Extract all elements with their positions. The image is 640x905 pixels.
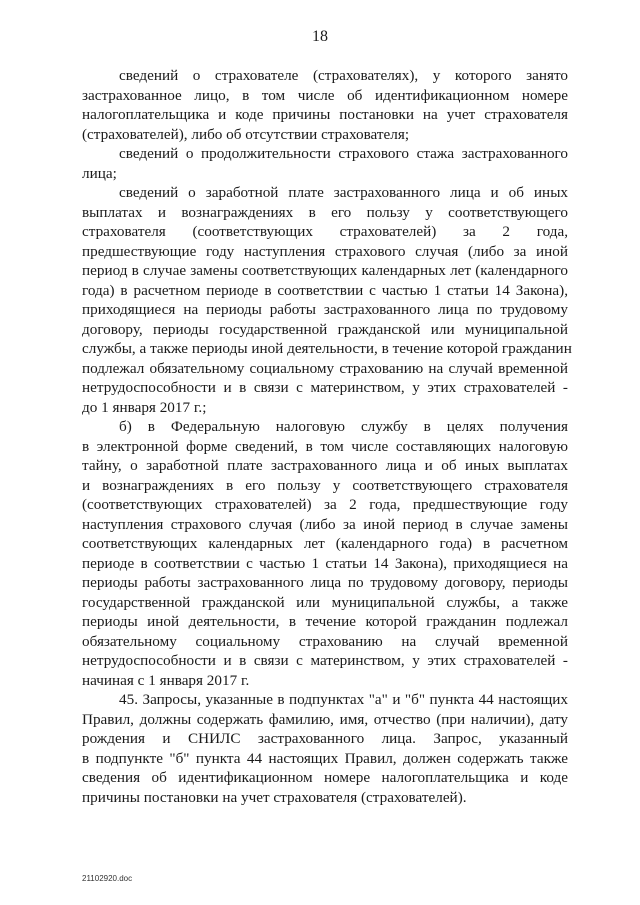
text-line: периоды иной деятельности, в течение которой гражданин подлежал: [82, 613, 568, 630]
text-line: соответствующих календарных лет (календарного года) в расчетном: [82, 535, 568, 552]
text-line: сведений о заработной плате застрахованного лица и об иных: [119, 184, 568, 201]
text-line: нетрудоспособности и в связи с материнством, у этих страхователей -: [82, 379, 568, 396]
text-line: договору, периоды государственной гражданской или муниципальной: [82, 320, 568, 338]
text-line: налогоплательщика и коде причины постановки на учет страхователя: [82, 106, 568, 123]
text-line: подлежал обязательному социальному страхованию на случай временной: [82, 359, 568, 377]
text-line: начиная с 1 января 2017 г.: [82, 671, 250, 689]
text-line: (страхователей), либо об отсутствии страхователя;: [82, 125, 410, 143]
text-line: Правил, должны содержать фамилию, имя, отчество (при наличии), дату: [82, 710, 568, 728]
text-line: застрахованное лицо, в том числе об идентификационном номере: [82, 86, 568, 104]
text-line: тайну, о заработной плате застрахованного лица и об иных выплатах: [82, 457, 568, 474]
text-line: предшествующие году наступления страхового случая (либо за иной: [82, 242, 568, 260]
text-line: период в случае замены соответствующих календарных лет (календарного: [82, 262, 568, 279]
text-line: рождения и СНИЛС застрахованного лица. Запрос, указанный: [82, 730, 568, 747]
text-line: выплатах и вознаграждениях в его пользу у соответствующего: [82, 203, 568, 221]
text-line: периоды работы застрахованного лица по трудовому договору, периоды: [82, 574, 568, 591]
text-line: периоде в соответствии с частью 1 статьи 14 Закона), приходящиеся на: [82, 554, 568, 572]
text-line: в электронной форме сведений, в том числе составляющих налоговую: [82, 437, 568, 455]
text-line: 45. Запросы, указанные в подпунктах "а" и "б" пункта 44 настоящих: [119, 691, 568, 708]
text-line: сведения об идентификационном номере налогоплательщика и коде: [82, 769, 568, 786]
text-line: сведений о продолжительности страхового стажа застрахованного: [119, 145, 568, 162]
text-line: (соответствующих страхователей) за 2 года, предшествующие году: [82, 496, 568, 513]
text-line: сведений о страхователе (страхователях), у которого занято: [119, 67, 568, 84]
text-line: лица;: [82, 164, 117, 182]
document-filename: 21102920.doc: [82, 874, 133, 883]
text-line: страхователя (соответствующих страхователей) за 2 года,: [82, 223, 568, 240]
text-line: государственной гражданской или муниципальной службы, а также: [82, 593, 568, 611]
text-line: обязательному социальному страхованию на случай временной: [82, 632, 568, 650]
page-number: 18: [312, 28, 328, 45]
text-line: и вознаграждениях в его пользу у соответствующего страхователя: [82, 476, 568, 494]
text-line: года) в расчетном периоде в соответствии с частью 1 статьи 14 Закона),: [82, 281, 568, 299]
text-line: в подпункте "б" пункта 44 настоящих Правил, должен содержать также: [82, 749, 568, 767]
document-body: [82, 66, 572, 807]
text-line: нетрудоспособности и в связи с материнством, у этих страхователей -: [82, 652, 568, 669]
text-line: б) в Федеральную налоговую службу в целях получения: [119, 418, 568, 435]
text-line: до 1 января 2017 г.;: [82, 398, 207, 416]
text-line: службы, а также периоды иной деятельности, в течение которой гражданин: [82, 340, 572, 357]
text-line: приходящиеся на периоды работы застрахованного лица по трудовому: [82, 301, 568, 318]
text-line: причины постановки на учет страхователя (страхователей).: [82, 788, 467, 806]
text-line: наступления страхового случая (либо за иной период в случае замены: [82, 515, 568, 533]
